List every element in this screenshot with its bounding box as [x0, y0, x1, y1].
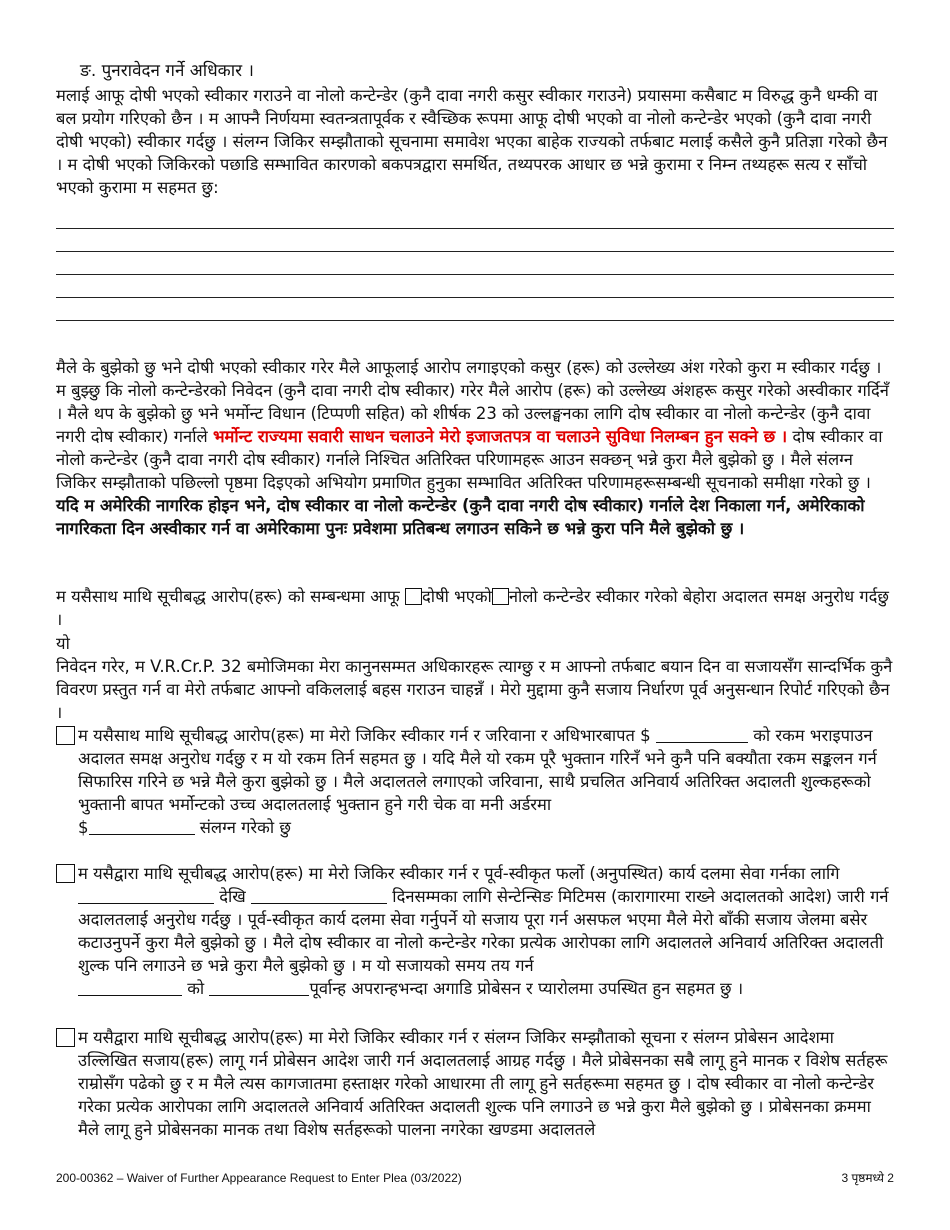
- voluntary-plea-paragraph: मलाई आफू दोषी भएको स्वीकार गराउने वा नोलो कन्टेन्डेर (कुनै दावा नगरी कसुर स्वीकार गराउने) प्रयासमा कसैबाट म विरुद्ध कुनै धम्की वा बल प्रयोग गरिएको छैन । म आफ्नै निर्णयमा स्वतन्त्रतापूर्वक र स्वैच्छिक रूपमा आफू दोषी भएको वा नोलो कन्टेन्डेर भएको (कुनै दावा नगरी दोषी भएको) स्वीकार गर्दछु । संलग्न जिकिर सम्झौताको सूचनामा समावेश भएका बाहेक राज्यको तर्फबाट मलाई कसैले कुनै प्रतिज्ञा गरेको छैन । म दोषी भएको जिकिरको पछाडि सम्भावित कारणको बकपत्रद्वारा समर्थित, तथ्यपरक आधार छ भन्ने कुरामा र निम्न तथ्यहरू सत्य र साँचो भएको कुरामा म सहमत छु:: [56, 86, 888, 197]
- guilty-checkbox[interactable]: [405, 588, 422, 605]
- facts-lines: [56, 228, 894, 343]
- work-crew-text-1: म यसैद्वारा माथि सूचीबद्ध आरोप(हरू) मा मेरो जिकिर स्वीकार गर्न र पूर्व-स्वीकृत फर्लो (अनुपस्थित) कार्य दलमा सेवा गर्नका लागि: [78, 864, 840, 883]
- plea-request-paragraph: [56, 585, 894, 631]
- work-crew-end-blank[interactable]: [251, 888, 387, 904]
- form-identifier: 200-00362 – Waiver of Further Appearance Request to Enter Plea (03/2022): [56, 1171, 462, 1185]
- work-crew-text-2: दिनसम्मका लागि सेन्टेन्सिङ मिटिमस (कारागारमा राख्ने अदालतको आदेश) जारी गर्न अदालतलाई अनुरोध गर्दछु । पूर्व-स्वीकृत कार्य दलमा सेवा गर्नुपर्ने यो सजाय पूरा गर्न असफल भएमा मैले मेरो बाँकी सजाय जेलमा बसेर कटाउनुपर्ने कुरा मैले बुझेको छु । मैले दोष स्वीकार वा नोलो कन्टेन्डेर गरेका प्रत्येक आरोपका लागि अदालतले अनिवार्य अतिरिक्त अदालती शुल्क पनि लगाउने छ भन्ने कुरा मैले बुझेको छु । म यो सजायको समय तय गर्न: [78, 887, 889, 975]
- yo-text: यो: [56, 634, 70, 653]
- waiver-paragraph: निवेदन गरेर, म V.R.Cr.P. 32 बमोजिमका मेरा कानुनसम्मत अधिकारहरू त्याग्छु र म आफ्नो तर्फबाट बयान दिन वा सजायसँग सान्दर्भिक कुनै विवरण प्रस्तुत गर्न वा मेरो तर्फबाट आफ्नो वकिललाई बहस गराउन चाहन्नँ । मेरो मुद्दामा कुनै सजाय निर्धारण पूर्व अनुसन्धान रिपोर्ट गरिएको छैन ।: [56, 657, 893, 722]
- work-crew-option: [56, 862, 896, 1000]
- work-crew-from-label: देखि: [219, 887, 246, 906]
- facts-line-2[interactable]: [56, 251, 894, 252]
- facts-line-1[interactable]: [56, 228, 894, 229]
- report-time-blank[interactable]: [209, 980, 309, 996]
- consequences-paragraph: [56, 356, 894, 540]
- probation-option-checkbox[interactable]: [56, 1028, 75, 1047]
- fine-option: [56, 724, 896, 839]
- immigration-warning: यदि म अमेरिकी नागरिक होइन भने, दोष स्वीकार वा नोलो कन्टेन्डेर (कुनै दावा नगरी दोष स्वीकार) गर्नाले देश निकाला गर्न, अमेरिकाको नागरिकता दिन अस्वीकार गर्न वा अमेरिकामा पुनः प्रवेशमा प्रतिबन्ध लगाउन सकिने छ भन्ने कुरा पनि मैले बुझेको छु ।: [56, 496, 865, 538]
- pm-label: अपरान्हभन्दा अगाडि प्रोबेसन र प्यारोलमा उपस्थित हुन सहमत छु ।: [351, 979, 744, 998]
- pm-checkbox[interactable]: [56, 864, 75, 883]
- facts-line-3[interactable]: [56, 274, 894, 275]
- fine-option-text-2: को रकम भराइपाउन अदालत समक्ष अनुरोध गर्दछु र म यो रकम तिर्न सहमत छु । यदि मैले यो रकम पूरै भुक्तान गरिनँ भने कुनै पनि बक्यौता रकम सङ्कलन गर्न सिफारिस गरिने छ भन्ने मैले कुरा बुझेको छु । मैले अदालतले लगाएको जरिवाना, साथै प्रचलित अनिवार्य अतिरिक्त अदालती शुल्कहरूको भुक्तानी बापत भर्मोन्टको उच्च अदालतलाई भुक्तान हुने गरी चेक वा मनी अर्डरमा: [78, 726, 877, 814]
- license-suspension-warning: भर्मोन्ट राज्यमा सवारी साधन चलाउने मेरो इजाजतपत्र वा चलाउने सुविधा निलम्बन हुन सक्ने छ ।: [212, 427, 788, 446]
- fine-option-text-3: संलग्न गरेको छु: [199, 818, 291, 837]
- plea-lead-text: म यसैसाथ माथि सूचीबद्ध आरोप(हरू) को सम्बन्धमा आफू: [56, 587, 400, 606]
- guilty-label: दोषी भएको: [422, 587, 492, 606]
- work-crew-start-blank[interactable]: [78, 888, 214, 904]
- fine-option-checkbox[interactable]: [56, 726, 75, 745]
- check-amount-blank[interactable]: [89, 819, 195, 835]
- fine-option-text-1: म यसैसाथ माथि सूचीबद्ध आरोप(हरू) मा मेरो जिकिर स्वीकार गर्न र जरिवाना र अधिभारबापत $: [78, 726, 651, 745]
- probation-option-text: म यसैद्वारा माथि सूचीबद्ध आरोप(हरू) मा मेरो जिकिर स्वीकार गर्न र संलग्न जिकिर सम्झौताको सूचना र संलग्न प्रोबेसन आदेशमा उल्लिखित सजाय(हरू) लागू गर्न प्रोबेसन आदेश जारी गर्न अदालतलाई आग्रह गर्दछु । मैले प्रोबेसनका सबै लागू हुने मानक र विशेष सर्तहरू राम्रोसँग पढेको छु र म मैले त्यस कागजातमा हस्ताक्षर गरेको आधारमा ती लागू हुने सर्तहरूमा सहमत छु । दोष स्वीकार वा नोलो कन्टेन्डेर गरेका प्रत्येक आरोपका लागि अदालतले अनिवार्य अतिरिक्त अदालती शुल्क पनि लगाउने छ भन्ने कुरा मैले बुझेको छु । प्रोबेसनका क्रममा मैले लागू हुने प्रोबेसनका मानक तथा विशेष सर्तहरूको पालना नगरेका खण्डमा अदालतले: [78, 1028, 888, 1139]
- am-label: पूर्वान्ह: [309, 979, 346, 998]
- probation-option: [56, 1026, 896, 1141]
- facts-line-4[interactable]: [56, 297, 894, 298]
- facts-line-5[interactable]: [56, 320, 894, 321]
- nolo-contendere-label: नोलो कन्टेन्डेर स्वीकार गरेको बेहोरा अदालत समक्ष अनुरोध गर्दछु ।: [56, 587, 889, 629]
- nolo-contendere-checkbox[interactable]: [492, 588, 509, 605]
- fine-amount-blank[interactable]: [656, 727, 748, 743]
- report-date-blank[interactable]: [78, 980, 182, 996]
- report-ko-label: को: [187, 979, 205, 998]
- section-heading: ङ. पुनरावेदन गर्ने अधिकार ।: [80, 61, 254, 81]
- consequences-text-2: दोष स्वीकार वा नोलो कन्टेन्डेर (कुनै दावा नगरी दोष स्वीकार) गर्नाले निश्चित अतिरिक्त परिणामहरू आउन सक्छन् भन्ने कुरा मैले बुझेको छु । मैले संलग्न जिकिर सम्झौताको पछिल्लो पृष्ठमा दिइएको अभियोग प्रमाणित हुनुका सम्भावित अतिरिक्त परिणामहरूसम्बन्धी सूचनाको समीक्षा गरेको छु ।: [56, 427, 883, 492]
- check-dollar-sign: $: [78, 818, 89, 837]
- consequences-text-1: मैले के बुझेको छु भने दोषी भएको स्वीकार गरेर मैले आफूलाई आरोप लगाइएको कसुर (हरू) को उल्लेख्य अंश गरेको कुरा म स्वीकार गर्दछु । म बुझ्छु कि नोलो कन्टेन्डेरको निवेदन (कुनै दावा नगरी दोष स्वीकार) गरेर मैले आरोप (हरू) को उल्लेख्य अंशहरू कसुर गरेको अस्वीकार गर्दिनँ । मैले थप के बुझेको छु भने भर्मोन्ट विधान (टिप्पणी सहित) को शीर्षक 23 को उल्लङ्घनका लागि दोष स्वीकार वा नोलो कन्टेन्डेर (कुनै दावा नगरी दोष स्वीकार) गर्नाले: [56, 358, 889, 446]
- page-number: 3 पृष्ठमध्ये 2: [841, 1171, 894, 1185]
